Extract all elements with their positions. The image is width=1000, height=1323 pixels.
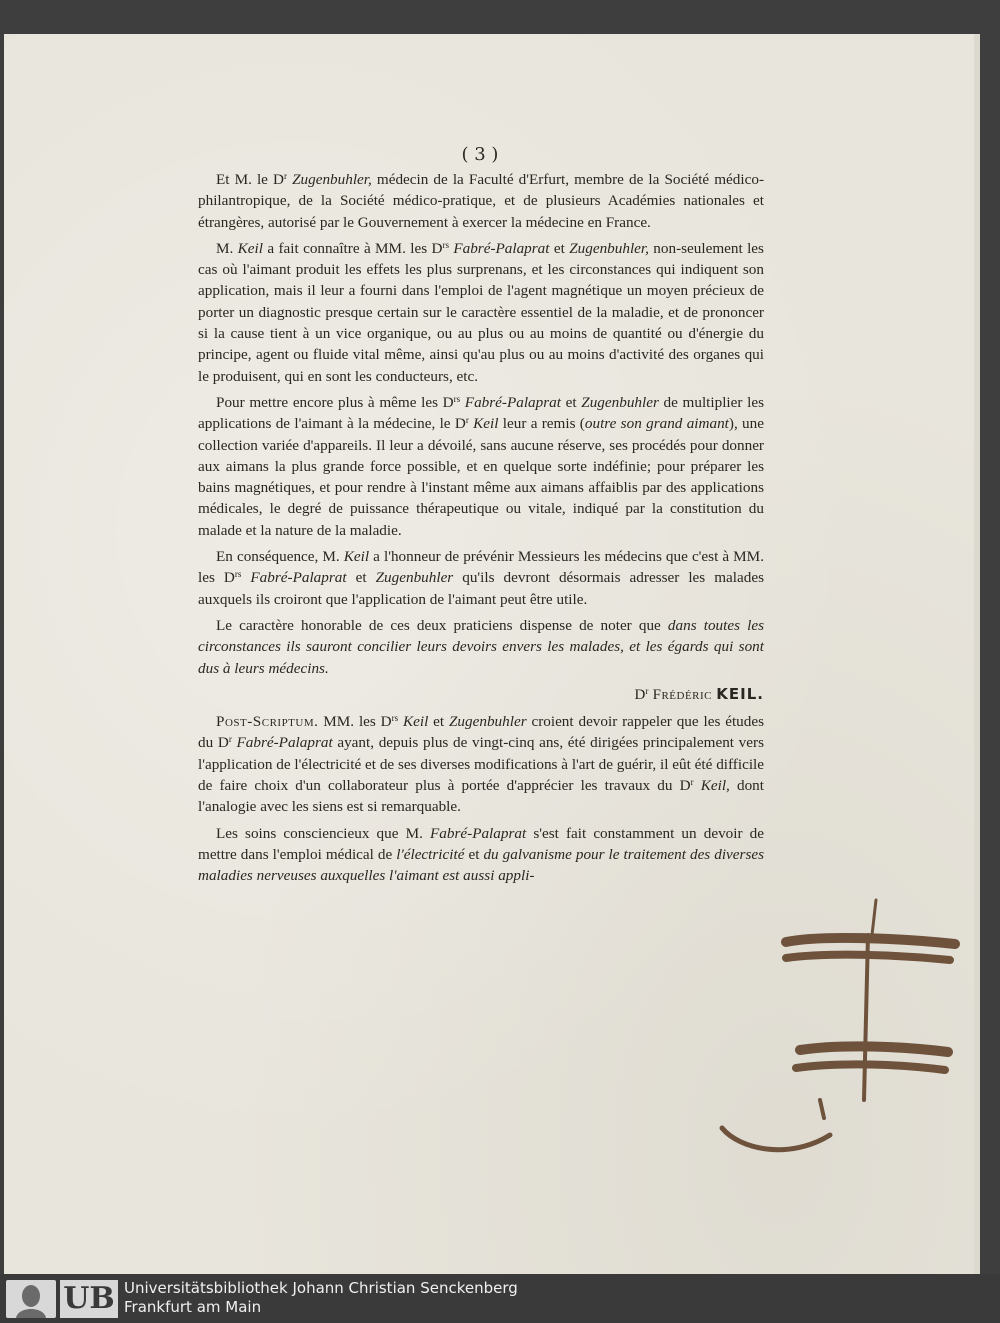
- ub-logo: [6, 1280, 118, 1318]
- page-number: ( 3 ): [461, 144, 499, 165]
- postscript-paragraph: Post-Scriptum. MM. les $D^{rs}$ Keil et Zugenbuhler croient devoir rappeler que les études du $D^r$ Fabré-Palaprat ayant, depuis plus de vingt-cinq ans, été dirigées principalement vers l'application de l'électricité et de ses diverses modifications à l'art de guérir, il eût été difficile de faire choix d'un collaborateur plus à portée d'apprécier les travaux du $D^r$ Keil, dont l'analogie avec les siens est si remarquable.: [198, 713, 765, 816]
- paragraph-4: En conséquence, M. Keil a l'honneur de prévénir Messieurs les médecins que c'est à MM. les $D^{rs}$ Fabré-Palaprat et Zugenbuhler qu'ils devront désormais adresser les malades auxquels ils croiront que l'application de l'aimant peut être utile.: [198, 548, 764, 608]
- paragraph-2: M. Keil a fait connaître à MM. les $D^{rs}$ Fabré-Palaprat et Zugenbuhler, non-seulement les cas où l'aimant produit les effets les plus surprenans, et les circonstances qui indiquent son application, mais il leur a fourni dans l'emploi de l'agent magnétique un moyen précieux de porter un diagnostic presque certain sur le caractère essentiel de la maladie, et de prononcer si la cause tient à un vice organique, ou au plus ou au moins de quantité ou d'énergie du principe, agent ou fluide vital même, ainsi qu'au plus ou au moins d'activité des organes qui le produisent, qui en sont les conducteurs, etc.: [198, 239, 764, 385]
- footer-bar: [0, 1274, 1000, 1323]
- document-body: [198, 169, 764, 892]
- paragraph-7: Les soins consciencieux que M. Fabré-Palaprat s'est fait constamment un devoir de mettre dans l'emploi médical de l'électricité et du galvanisme pour le traitement des diverses maladies nerveuses auxquelles l'aimant est aussi appli-: [198, 824, 765, 885]
- ub-logo-text: UB: [60, 1280, 118, 1318]
- paragraph-1: Et M. le $D^r$ Zugenbuhler, médecin de la Faculté d'Erfurt, membre de la Société médico-philantropique, de la Société médico-pratique, et de plusieurs Académies nationales et étrangères, autorisé par le Gouvernement à exercer la médecine en France.: [198, 171, 764, 231]
- paragraph-5: Le caractère honorable de ces deux praticiens dispense de noter que dans toutes les circonstances ils sauront concilier leurs devoirs envers les malades, et les égards qui sont dus à leurs médecins.: [198, 616, 765, 677]
- library-name: Universitätsbibliothek Johann Christian Senckenberg Frankfurt am Main: [124, 1279, 518, 1316]
- signature: $D^r$ Frédéric KEIL.: [634, 684, 764, 703]
- portrait-icon: [6, 1280, 56, 1318]
- paragraph-3: Pour mettre encore plus à même les $D^{rs}$ Fabré-Palaprat et Zugenbuhler de multiplier les applications de l'aimant à la médecine, le $D^r$ Keil leur a remis (outre son grand aimant), une collection variée d'appareils. Il leur a dévoilé, sans aucune réserve, ses procédés pour donner aux aimans la plus grande force possible, et en quelque sorte indéfinie; pour préparer les bains magnétiques, et pour rendre à l'instant même aux aimans affaiblis par des applications médicales, le degré de puissance thérapeutique ou vitale, indiqué par la constitution du malade et la nature de la maladie.: [198, 393, 764, 539]
- postscript-heading: Post-Scriptum.: [216, 713, 319, 731]
